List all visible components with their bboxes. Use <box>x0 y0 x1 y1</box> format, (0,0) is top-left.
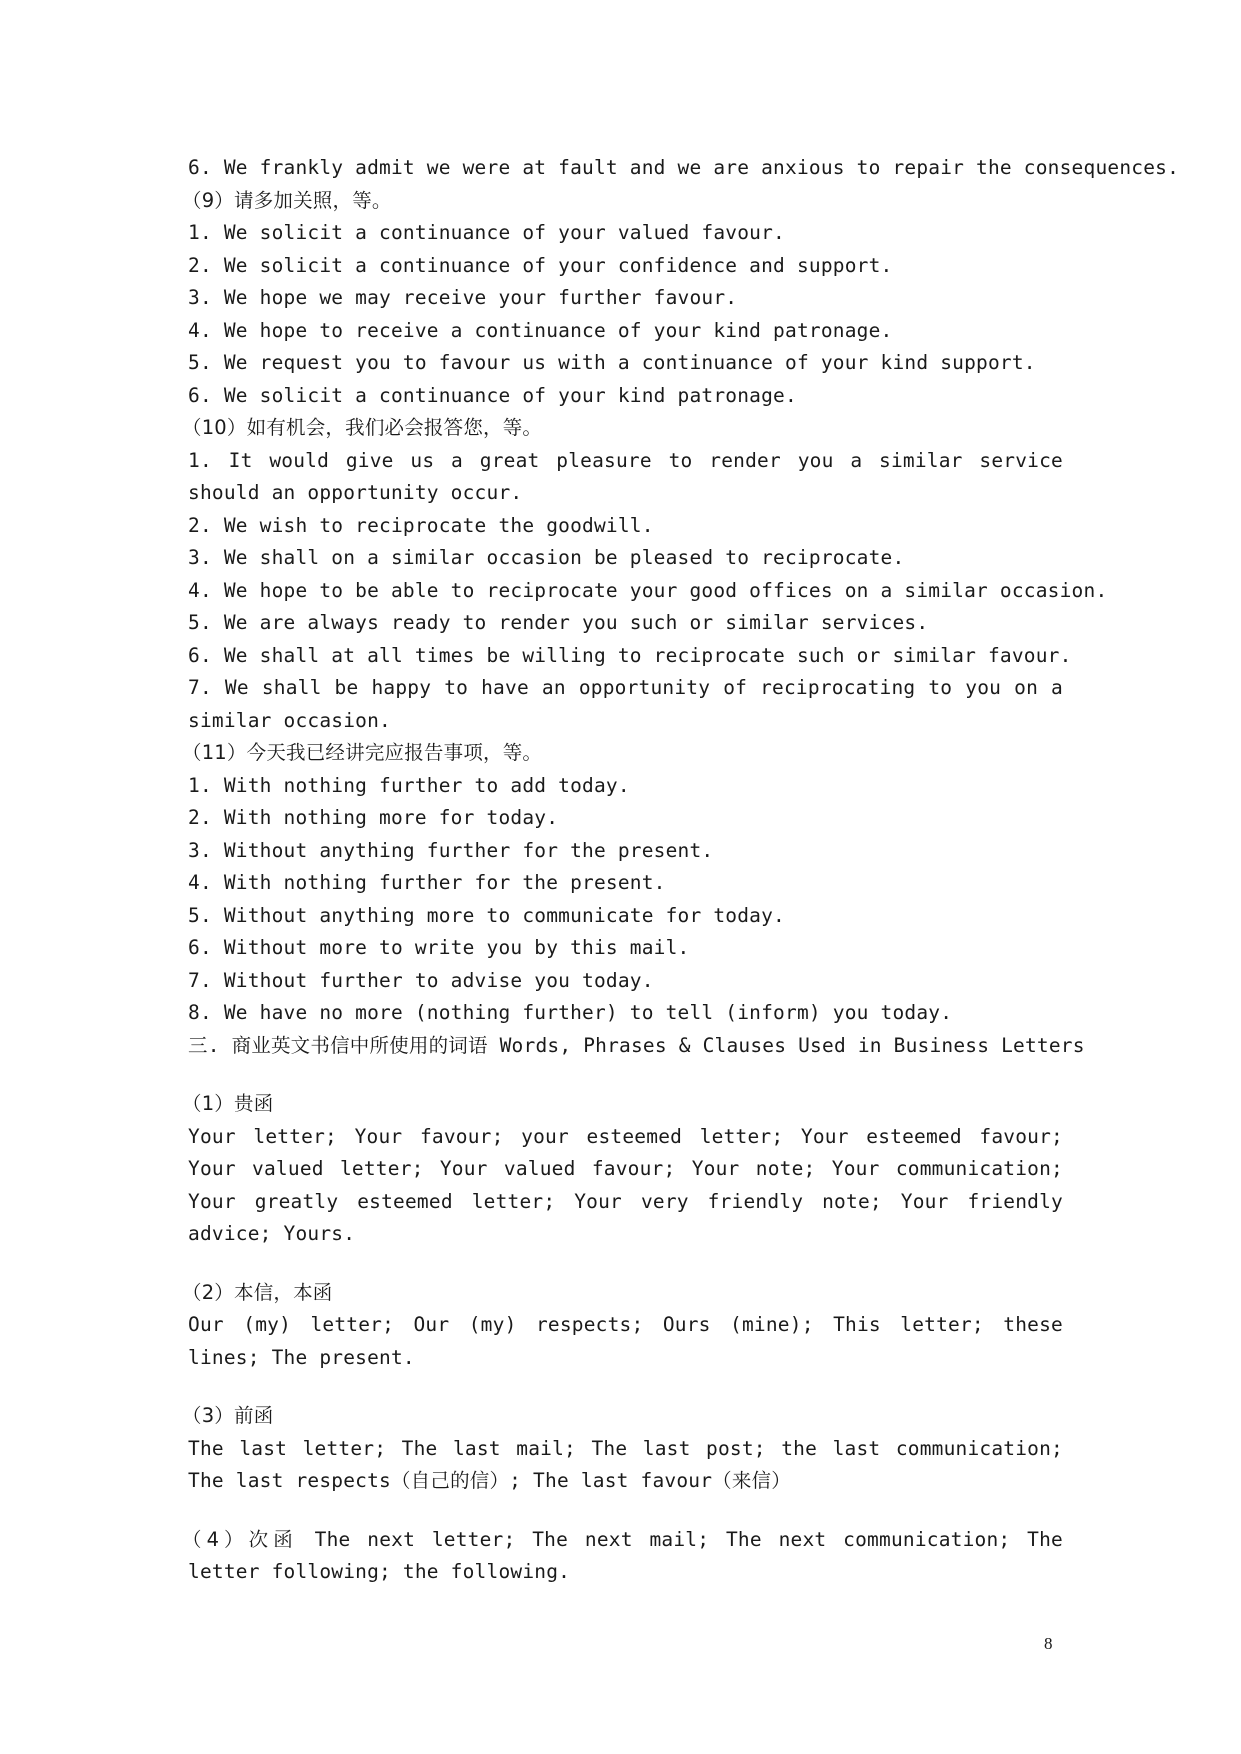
term-2-body: Our (my) letter; Our (my) respects; Ours (mine); This letter; these lines; The present. <box>188 1313 1063 1369</box>
opening-line: 6. We frankly admit we were at fault and we are anxious to repair the consequences. <box>188 156 1180 179</box>
page-number: 8 <box>1044 1634 1053 1653</box>
group-10-item: 5. We are always ready to render you such or similar services. <box>188 611 929 634</box>
group-11-item: 2. With nothing more for today. <box>188 806 559 829</box>
term-1-heading: （1）贵函 <box>182 1092 274 1115</box>
document-body <box>182 152 1180 1589</box>
term-3-body: The last letter; The last mail; The last post; the last communication; The last respects（自己的信）; The last favour（来信） <box>188 1436 1063 1492</box>
group-11-item: 8. We have no more (nothing further) to tell (inform) you today. <box>188 1001 953 1024</box>
group-10-item: 1. It would give us a great pleasure to render you a similar service should an opportunity occur. <box>188 448 1063 504</box>
group-11-item: 6. Without more to write you by this mail. <box>188 936 690 959</box>
term-3-heading: （3）前函 <box>182 1404 274 1427</box>
group-10-item: 3. We shall on a similar occasion be pleased to reciprocate. <box>188 546 905 569</box>
section-3-heading: 三. 商业英文书信中所使用的词语 Words, Phrases & Clauses Used in Business Letters <box>188 1033 1085 1057</box>
spacer <box>188 1062 1063 1088</box>
group-11-item: 1. With nothing further to add today. <box>188 773 630 797</box>
group-10-heading: （10）如有机会，我们必会报答您，等。 <box>182 416 543 439</box>
spacer <box>188 1251 1063 1277</box>
term-1-body: Your letter; Your favour; your esteemed letter; Your esteemed favour; Your valued letter; Your valued favour; Your note; Your communication; Your greatly esteemed letter; Your very friendly note; Your friendly advice; Yours. <box>188 1124 1063 1245</box>
term-4-heading: （4）次函 <box>182 1527 298 1551</box>
group-10-item: 2. We wish to reciprocate the goodwill. <box>188 513 654 537</box>
group-11-item: 4. With nothing further for the present. <box>188 871 666 894</box>
group-9-item: 6. We solicit a continuance of your kind patronage. <box>188 383 797 407</box>
spacer <box>188 1498 1063 1524</box>
group-10-item: 4. We hope to be able to reciprocate your good offices on a similar occasion. <box>188 578 1108 602</box>
group-9-item: 3. We hope we may receive your further favour. <box>188 286 738 309</box>
group-9-heading: （9）请多加关照，等。 <box>182 188 392 212</box>
group-11-heading: （11）今天我已经讲完应报告事项，等。 <box>182 741 543 764</box>
group-9-item: 4. We hope to receive a continuance of your kind patronage. <box>188 318 893 342</box>
group-11-item: 7. Without further to advise you today. <box>188 968 654 992</box>
spacer <box>188 1374 1063 1400</box>
group-9-item: 1. We solicit a continuance of your valued favour. <box>188 221 785 244</box>
group-9-item: 5. We request you to favour us with a continuance of your kind support. <box>188 351 1036 374</box>
group-9-item: 2. We solicit a continuance of your confidence and support. <box>188 253 893 277</box>
group-10-item: 6. We shall at all times be willing to reciprocate such or similar favour. <box>188 643 1072 667</box>
group-10-item: 7. We shall be happy to have an opportunity of reciprocating to you on a similar occasion. <box>188 676 1063 732</box>
term-4 <box>182 1524 1063 1589</box>
group-11-item: 3. Without anything further for the present. <box>188 838 714 862</box>
group-11-item: 5. Without anything more to communicate for today. <box>188 903 785 927</box>
term-2-heading: （2）本信，本函 <box>182 1280 333 1304</box>
term-4-body: The next letter; The next mail; The next communication; The letter following; the following. <box>188 1527 1063 1583</box>
